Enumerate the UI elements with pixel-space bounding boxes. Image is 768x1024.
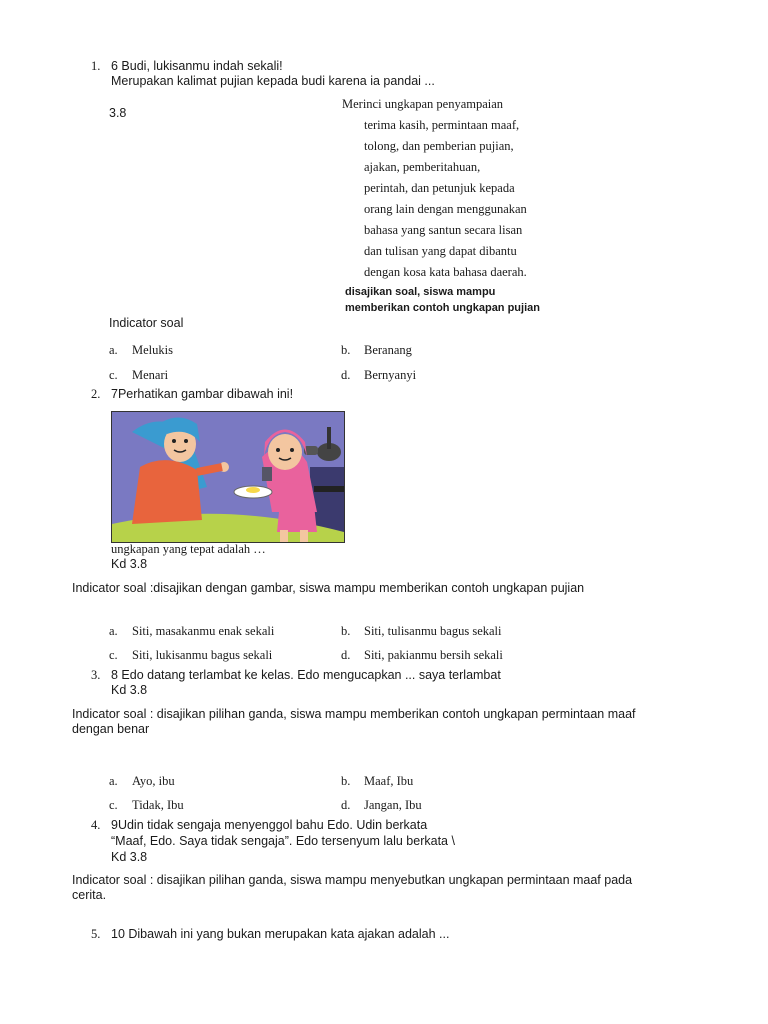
q1-indicator-label: Indicator soal — [109, 316, 184, 330]
competency-line: terima kasih, permintaan maaf, — [364, 118, 520, 132]
q3-kd: Kd 3.8 — [111, 683, 148, 697]
q1-text: 6 Budi, lukisanmu indah sekali! — [111, 59, 283, 73]
q2-option-b: Siti, tulisanmu bagus sekali — [364, 624, 502, 638]
q3-option-b: Maaf, Ibu — [364, 774, 414, 788]
q2-option-a: Siti, masakanmu enak sekali — [132, 624, 275, 638]
q2-kd: Kd 3.8 — [111, 557, 148, 571]
q1-option-c-letter: c. — [109, 368, 118, 382]
q2-option-d-letter: d. — [341, 648, 351, 662]
q2-option-c-letter: c. — [109, 648, 118, 662]
q2-number: 2. — [91, 387, 101, 401]
q3-option-a: Ayo, ibu — [132, 774, 175, 788]
q3-indicator: Indicator soal : disajikan pilihan ganda, siswa mampu memberikan contoh ungkapan permintaan maaf — [72, 707, 636, 721]
q1-option-d: Bernyanyi — [364, 368, 417, 382]
q1-number: 1. — [91, 59, 101, 73]
q1-option-b-letter: b. — [341, 343, 351, 357]
q4-kd: Kd 3.8 — [111, 850, 148, 864]
q3-option-c-letter: c. — [109, 798, 118, 812]
q1-option-d-letter: d. — [341, 368, 351, 382]
q2-option-c: Siti, lukisanmu bagus sekali — [132, 648, 273, 662]
q4-indicator: Indicator soal : disajikan pilihan ganda, siswa mampu menyebutkan ungkapan permintaan maaf pada — [72, 873, 633, 887]
q1-indicator-text: disajikan soal, siswa mampu — [345, 286, 496, 298]
q2-indicator: Indicator soal :disajikan dengan gambar, siswa mampu memberikan contoh ungkapan pujian — [72, 581, 585, 595]
competency-line: tolong, dan pemberian pujian, — [364, 139, 514, 153]
q3-option-c: Tidak, Ibu — [132, 798, 184, 812]
q1-indicator-text: memberikan contoh ungkapan pujian — [345, 302, 540, 314]
q4-text-2: “Maaf, Edo. Saya tidak sengaja”. Edo tersenyum lalu berkata \ — [111, 834, 455, 848]
q4-text: 9Udin tidak sengaja menyenggol bahu Edo. Udin berkata — [111, 818, 428, 832]
q2-option-a-letter: a. — [109, 624, 118, 638]
q1-option-a: Melukis — [132, 343, 173, 357]
q3-number: 3. — [91, 668, 101, 682]
q1-option-b: Beranang — [364, 343, 412, 357]
q1-option-a-letter: a. — [109, 343, 118, 357]
competency-line: dan tulisan yang dapat dibantu — [364, 244, 517, 258]
competency-line: perintah, dan petunjuk kepada — [364, 181, 515, 195]
q3-option-d-letter: d. — [341, 798, 351, 812]
q2-option-b-letter: b. — [341, 624, 351, 638]
q5-text: 10 Dibawah ini yang bukan merupakan kata ajakan adalah ... — [111, 927, 450, 941]
q3-indicator-2: dengan benar — [72, 722, 150, 736]
q2-option-d: Siti, pakianmu bersih sekali — [364, 648, 503, 662]
q1-kd: 3.8 — [109, 106, 127, 120]
q1-text-2: Merupakan kalimat pujian kepada budi karena ia pandai ... — [111, 74, 435, 88]
competency-line: bahasa yang santun secara lisan — [364, 223, 523, 237]
q3-option-a-letter: a. — [109, 774, 118, 788]
q3-text: 8 Edo datang terlambat ke kelas. Edo mengucapkan ... saya terlambat — [111, 668, 501, 682]
q2-prompt: ungkapan yang tepat adalah … — [111, 542, 266, 556]
q2-text: 7Perhatikan gambar dibawah ini! — [111, 387, 294, 401]
q3-option-d: Jangan, Ibu — [364, 798, 422, 812]
competency-line: dengan kosa kata bahasa daerah. — [364, 265, 527, 279]
q4-number: 4. — [91, 818, 101, 832]
q1-option-c: Menari — [132, 368, 169, 382]
competency-line: Merinci ungkapan penyampaian — [342, 97, 504, 111]
illustration-image — [111, 411, 345, 543]
competency-line: ajakan, pemberitahuan, — [364, 160, 481, 174]
q4-indicator-2: cerita. — [72, 888, 107, 902]
competency-line: orang lain dengan menggunakan — [364, 202, 527, 216]
q3-option-b-letter: b. — [341, 774, 351, 788]
q5-number: 5. — [91, 927, 101, 941]
